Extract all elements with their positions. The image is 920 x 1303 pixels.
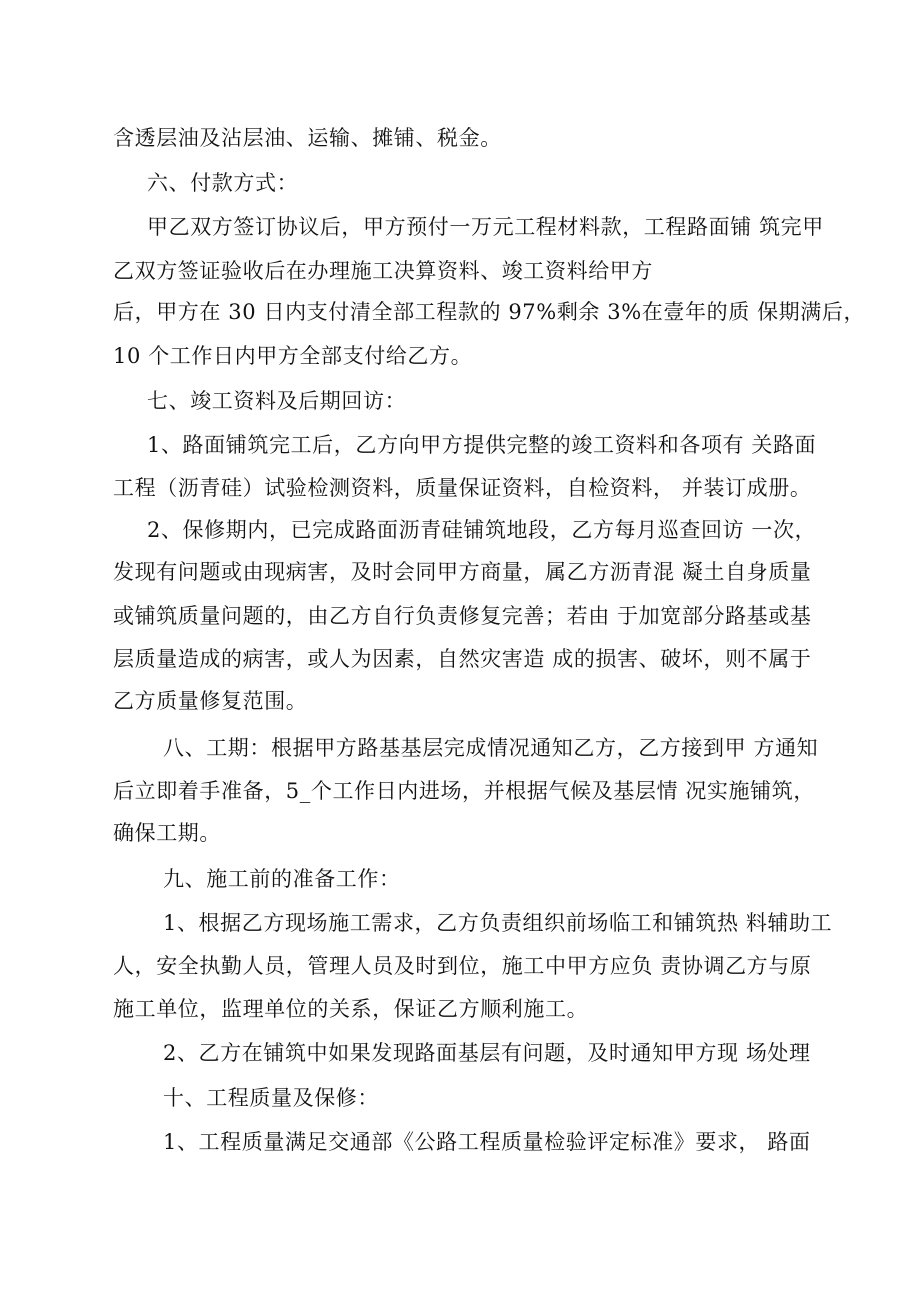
text-line: 乙双方签证验收后在办理施工决算资料、竣工资料给甲方 bbox=[113, 259, 653, 283]
text-line: 2、保修期内，已完成路面沥青硅铺筑地段，乙方每月巡查回访 一次， bbox=[147, 518, 817, 542]
section-heading-completion: 七、竣工资料及后期回访： bbox=[147, 389, 407, 413]
text-line: 工程（沥青硅）试验检测资料，质量保证资料，自检资料， 并装订成册。 bbox=[113, 476, 812, 500]
section-heading-preparation: 九、施工前的准备工作： bbox=[163, 867, 401, 891]
text-line: 2、乙方在铺筑中如果发现路面基层有问题，及时通知甲方现 场处理 bbox=[163, 1041, 811, 1065]
text-line: 人，安全执勤人员，管理人员及时到位，施工中甲方应负 责协调乙方与原 bbox=[113, 954, 812, 978]
text-line: 1、根据乙方现场施工需求，乙方负责组织前场临工和铺筑热 料辅助工 bbox=[163, 911, 833, 935]
text-line: 后，甲方在 30 日内支付清全部工程款的 97%剩余 3%在壹年的质 保期满后， bbox=[113, 300, 866, 324]
text-line: 1、工程质量满足交通部《公路工程质量检验评定标准》要求， 路面 bbox=[163, 1130, 811, 1154]
text-line: 或铺筑质量问题的，由乙方自行负责修复完善；若由 于加宽部分路基或基 bbox=[113, 604, 812, 628]
text-line: 乙方质量修复范围。 bbox=[113, 689, 308, 713]
text-line: 后立即着手准备，5_个工作日内进场，并根据气候及基层情 况实施铺筑， bbox=[113, 779, 815, 803]
text-line: 甲乙双方签订协议后，甲方预付一万元工程材料款，工程路面铺 筑完甲 bbox=[147, 215, 824, 239]
section-heading-schedule: 八、工期：根据甲方路基基层完成情况通知乙方，乙方接到甲 方通知 bbox=[163, 736, 819, 760]
text-line: 施工单位，监理单位的关系，保证乙方顺利施工。 bbox=[113, 997, 589, 1021]
text-line: 确保工期。 bbox=[113, 821, 221, 845]
text-line: 层质量造成的病害，或人为因素，自然灾害造 成的损害、破坏，则不属于 bbox=[113, 647, 812, 671]
text-line: 10 个工作日内甲方全部支付给乙方。 bbox=[113, 344, 473, 368]
text-line: 含透层油及沾层油、运输、摊铺、税金。 bbox=[113, 126, 502, 150]
section-heading-payment: 六、付款方式： bbox=[147, 171, 299, 195]
text-line: 1、路面铺筑完工后，乙方向甲方提供完整的竣工资料和各项有 关路面 bbox=[147, 433, 817, 457]
section-heading-quality: 十、工程质量及保修： bbox=[163, 1086, 379, 1110]
text-line: 发现有问题或由现病害，及时会同甲方商量，属乙方沥青混 凝土自身质量 bbox=[113, 560, 812, 584]
